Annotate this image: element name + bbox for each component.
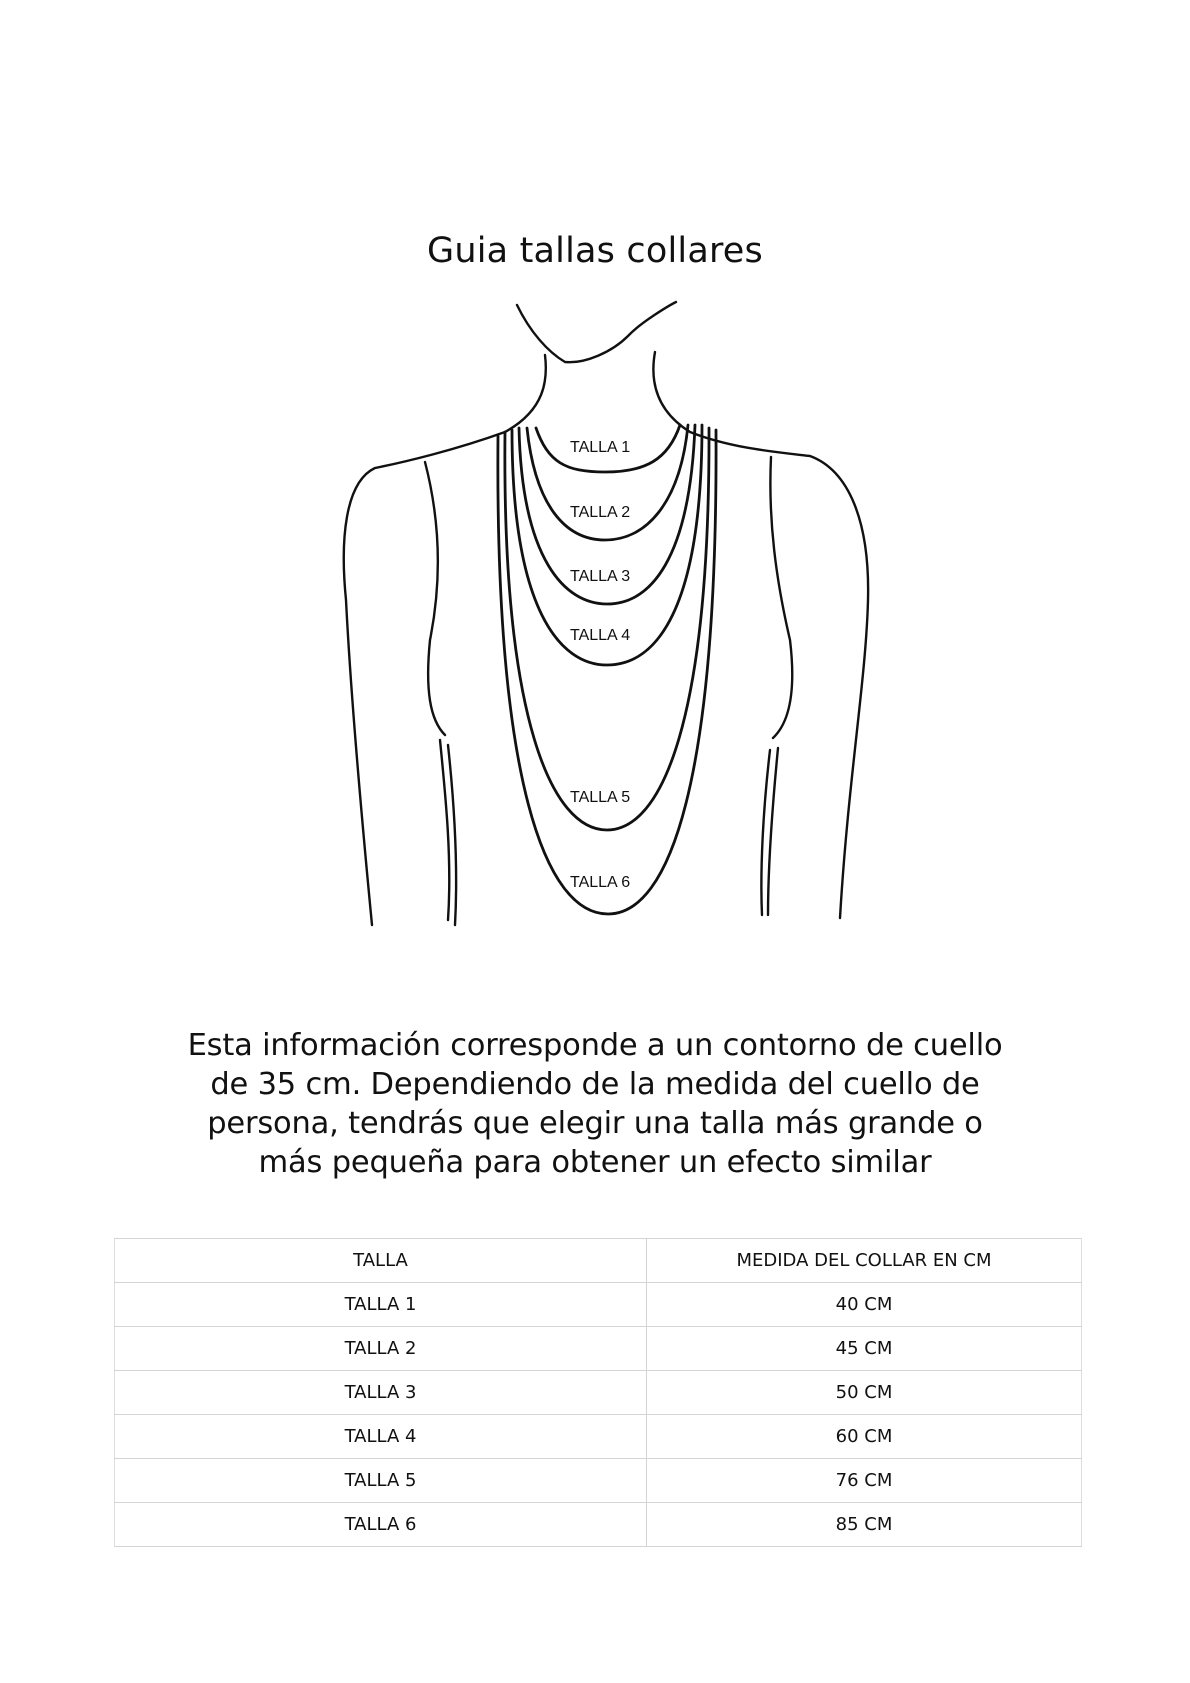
necklace-talla-6 [498,430,716,914]
label-talla-4: TALLA 4 [570,627,631,644]
cell-length: 76 CM [647,1459,1082,1503]
necklace-lines [498,425,716,914]
table-row [115,1503,1082,1547]
header-length: MEDIDA DEL COLLAR EN CM [647,1239,1082,1283]
cell-length: 50 CM [647,1371,1082,1415]
cell-size: TALLA 1 [115,1283,647,1327]
table-row [115,1459,1082,1503]
size-table [114,1238,1082,1547]
cell-size: TALLA 3 [115,1371,647,1415]
cell-length: 40 CM [647,1283,1082,1327]
neck-size-description: Esta información corresponde a un contorno de cuello de 35 cm. Dependiendo de la medida del cuello de persona, tendrás que elegir una talla más grande o más pequeña para obtener un efecto similar [187,1027,1003,1180]
label-talla-2: TALLA 2 [570,504,631,521]
cell-size: TALLA 5 [115,1459,647,1503]
table-row [115,1327,1082,1371]
cell-size: TALLA 2 [115,1327,647,1371]
cell-length: 45 CM [647,1327,1082,1371]
cell-size: TALLA 4 [115,1415,647,1459]
table-row [115,1415,1082,1459]
body-outline [344,302,868,925]
table-row [115,1371,1082,1415]
page-title: Guia tallas collares [427,231,763,272]
label-talla-3: TALLA 3 [570,568,631,585]
cell-size: TALLA 6 [115,1503,647,1547]
cell-length: 85 CM [647,1503,1082,1547]
table-header-row [115,1239,1082,1283]
header-size: TALLA [115,1239,647,1283]
necklace-size-illustration [330,300,890,940]
label-talla-5: TALLA 5 [570,789,631,806]
cell-length: 60 CM [647,1415,1082,1459]
table-row [115,1283,1082,1327]
label-talla-6: TALLA 6 [570,874,631,891]
label-talla-1: TALLA 1 [570,439,631,456]
